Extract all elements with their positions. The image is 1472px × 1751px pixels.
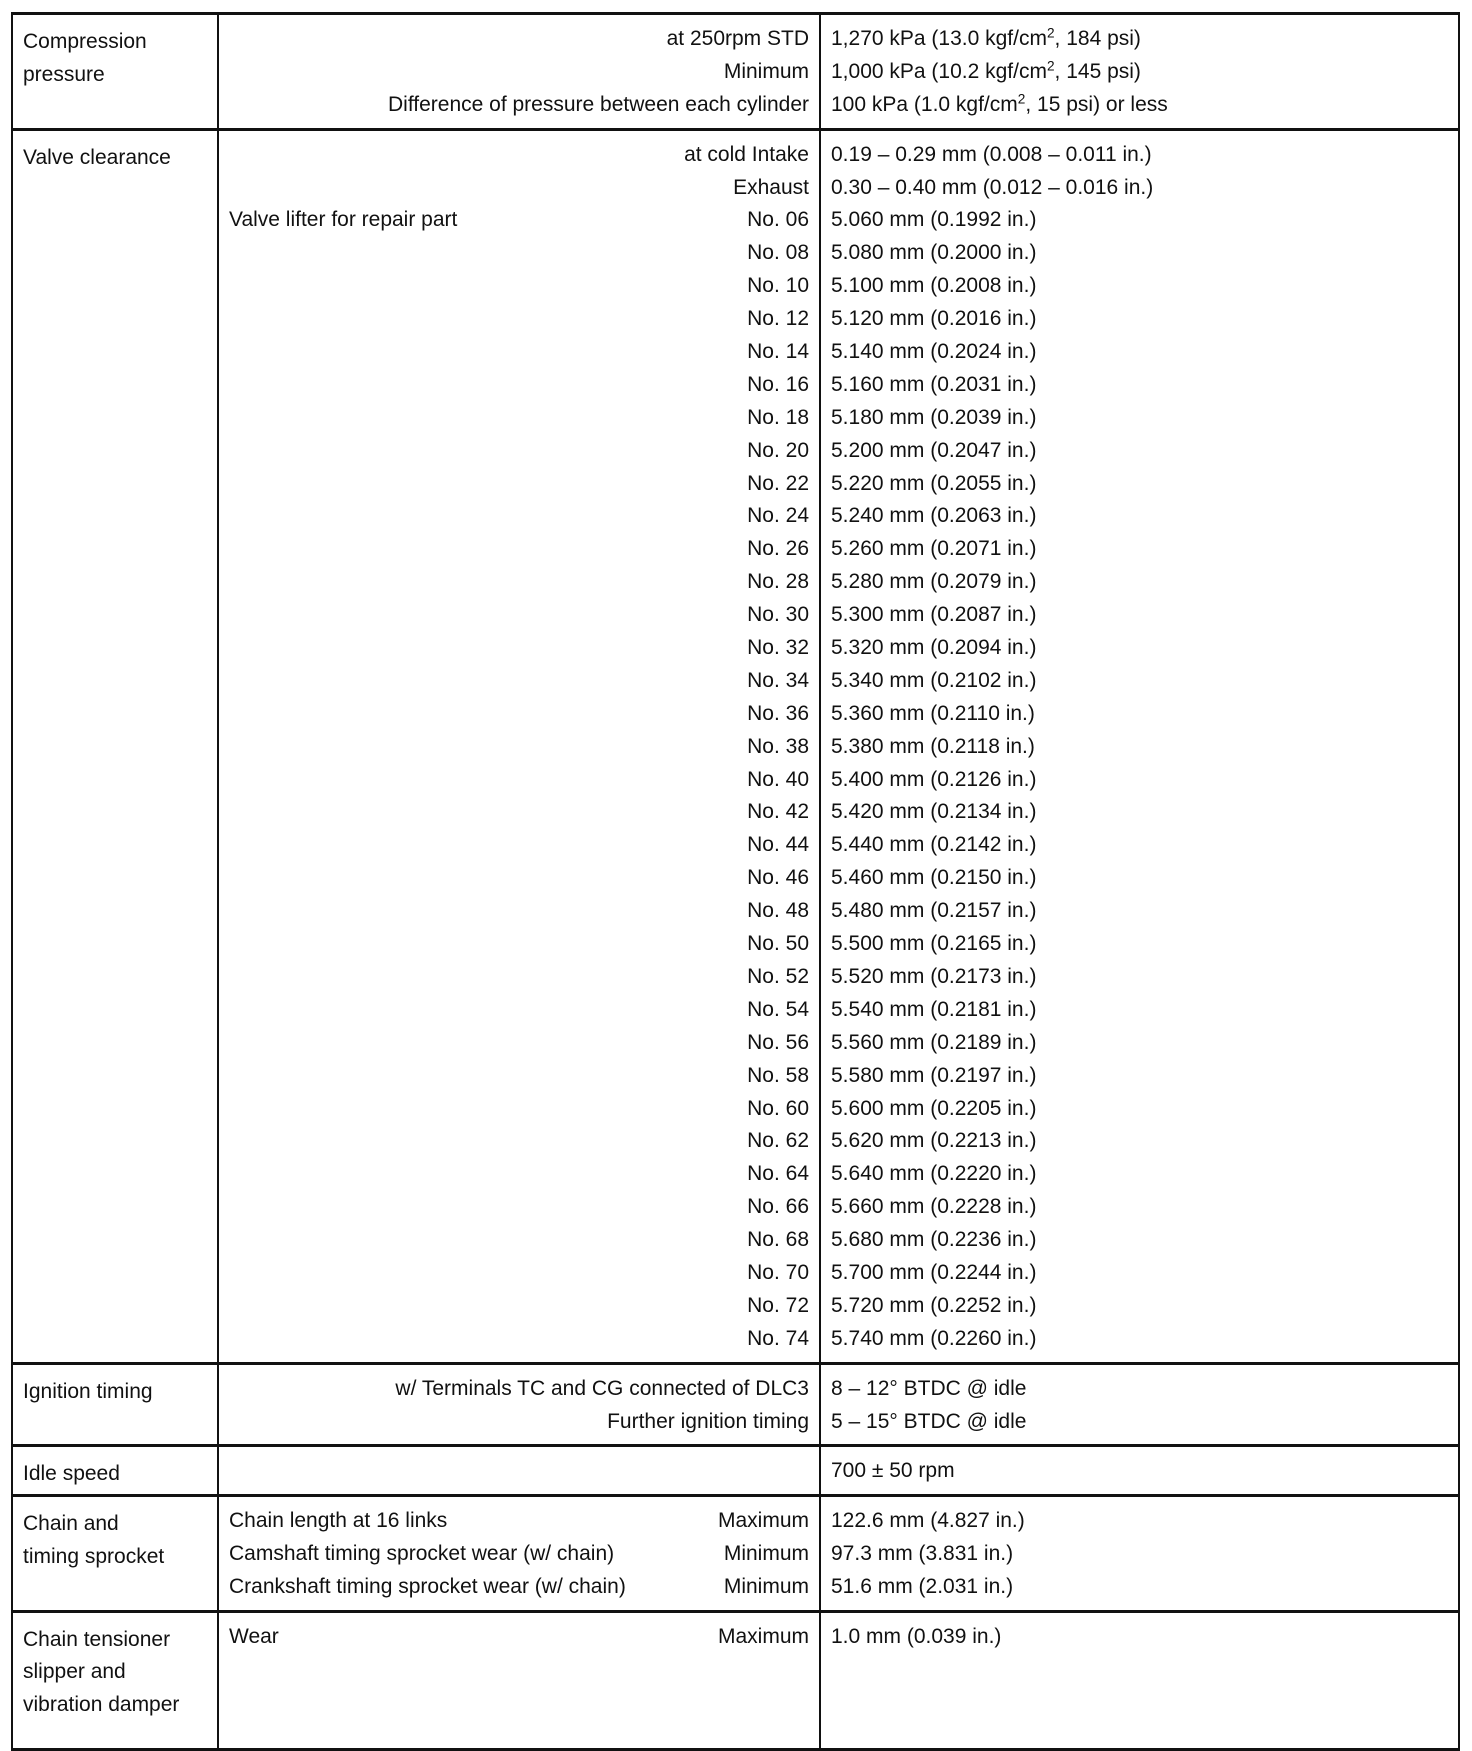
condition-label: No. 06 bbox=[747, 208, 809, 232]
spec-section bbox=[12, 1363, 1459, 1446]
condition-label: No. 74 bbox=[747, 1326, 809, 1350]
value-cell bbox=[820, 1446, 1459, 1496]
spec-value: 5.180 mm (0.2039 in.) bbox=[831, 405, 1037, 429]
condition-label: No. 48 bbox=[747, 899, 809, 923]
condition-label: No. 60 bbox=[747, 1096, 809, 1120]
spec-value: 5.640 mm (0.2220 in.) bbox=[831, 1162, 1037, 1186]
condition-label: at cold Intake bbox=[684, 142, 809, 166]
condition-line bbox=[219, 1191, 819, 1224]
condition-label: No. 54 bbox=[747, 997, 809, 1021]
condition-line bbox=[219, 270, 819, 303]
condition-line bbox=[219, 731, 819, 764]
condition-line bbox=[219, 139, 819, 172]
spec-value: 5.360 mm (0.2110 in.) bbox=[831, 701, 1035, 725]
sub-item-label: Camshaft timing sprocket wear (w/ chain) bbox=[229, 1542, 615, 1566]
spec-section bbox=[12, 1611, 1459, 1749]
spec-value: 5.280 mm (0.2079 in.) bbox=[831, 570, 1037, 594]
condition-line bbox=[219, 237, 819, 270]
condition-label: No. 28 bbox=[747, 570, 809, 594]
spec-value: 122.6 mm (4.827 in.) bbox=[831, 1509, 1025, 1533]
condition-line bbox=[219, 1158, 819, 1191]
condition-line bbox=[219, 172, 819, 205]
condition-label: Maximum bbox=[717, 1624, 809, 1648]
condition-line bbox=[219, 829, 819, 862]
condition-line bbox=[219, 1224, 819, 1257]
condition-line bbox=[219, 23, 819, 56]
condition-cell bbox=[218, 1611, 820, 1749]
condition-line bbox=[219, 1455, 819, 1488]
condition-line bbox=[219, 895, 819, 928]
spec-value: 5.120 mm (0.2016 in.) bbox=[831, 307, 1037, 331]
condition-label: No. 08 bbox=[747, 241, 809, 265]
condition-line bbox=[219, 1060, 819, 1093]
condition-line bbox=[219, 204, 819, 237]
condition-line bbox=[219, 56, 819, 89]
item-cell bbox=[12, 14, 218, 130]
spec-value: 0.19 – 0.29 mm (0.008 – 0.011 in.) bbox=[831, 142, 1152, 166]
condition-line bbox=[219, 89, 819, 122]
condition-line bbox=[219, 435, 819, 468]
condition-label: No. 30 bbox=[747, 603, 809, 627]
item-cell bbox=[12, 129, 218, 1363]
condition-label: Exhaust bbox=[733, 175, 809, 199]
spec-row bbox=[12, 1611, 1459, 1749]
spec-value: 5.340 mm (0.2102 in.) bbox=[831, 668, 1037, 692]
spec-row bbox=[12, 1496, 1459, 1612]
condition-label: No. 68 bbox=[747, 1228, 809, 1252]
condition-cell bbox=[218, 129, 820, 1363]
spec-value: 5.060 mm (0.1992 in.) bbox=[831, 208, 1037, 232]
condition-cell bbox=[218, 14, 820, 130]
condition-line bbox=[219, 500, 819, 533]
condition-label: Minimum bbox=[723, 59, 809, 83]
spec-value: 5.460 mm (0.2150 in.) bbox=[831, 866, 1037, 890]
condition-line bbox=[219, 336, 819, 369]
item-cell bbox=[12, 1446, 218, 1496]
spec-section bbox=[12, 129, 1459, 1363]
spec-value: 5.080 mm (0.2000 in.) bbox=[831, 241, 1037, 265]
condition-line bbox=[219, 1538, 819, 1571]
condition-line bbox=[219, 1505, 819, 1538]
spec-value: 5.520 mm (0.2173 in.) bbox=[831, 964, 1037, 988]
value-cell bbox=[820, 129, 1459, 1363]
item-name: Valve clearance bbox=[23, 145, 171, 169]
spec-value: 5.480 mm (0.2157 in.) bbox=[831, 899, 1037, 923]
item-name: Chain tensioner slipper and vibration damper bbox=[23, 1627, 180, 1716]
condition-line bbox=[219, 862, 819, 895]
item-cell bbox=[12, 1363, 218, 1446]
condition-line bbox=[219, 698, 819, 731]
spec-value: 1.0 mm (0.039 in.) bbox=[831, 1624, 1002, 1648]
spec-value: 5.720 mm (0.2252 in.) bbox=[831, 1293, 1037, 1317]
sub-item-label: Valve lifter for repair part bbox=[229, 208, 458, 232]
spec-value: 8 – 12° BTDC @ idle bbox=[831, 1376, 1027, 1400]
condition-label: No. 38 bbox=[747, 734, 809, 758]
spec-value: 5.400 mm (0.2126 in.) bbox=[831, 767, 1037, 791]
condition-label: Minimum bbox=[723, 1575, 809, 1599]
spec-value: 5.560 mm (0.2189 in.) bbox=[831, 1030, 1037, 1054]
condition-line bbox=[219, 303, 819, 336]
spec-value: 5.220 mm (0.2055 in.) bbox=[831, 471, 1037, 495]
condition-line bbox=[219, 1621, 819, 1654]
condition-label: No. 10 bbox=[747, 274, 809, 298]
spec-value: 5.100 mm (0.2008 in.) bbox=[831, 274, 1037, 298]
spec-row bbox=[12, 14, 1459, 130]
condition-label: No. 26 bbox=[747, 537, 809, 561]
condition-label: No. 20 bbox=[747, 438, 809, 462]
spec-value: 700 ± 50 rpm bbox=[831, 1459, 955, 1483]
item-name: Chain and timing sprocket bbox=[23, 1512, 165, 1568]
spec-value: 100 kPa (1.0 kgf/$cm^2$, 15 psi) or less bbox=[831, 91, 1168, 116]
condition-label: No. 62 bbox=[747, 1129, 809, 1153]
condition-line bbox=[219, 632, 819, 665]
spec-table bbox=[11, 12, 1460, 1751]
value-cell bbox=[820, 1496, 1459, 1612]
condition-line bbox=[219, 665, 819, 698]
condition-label: No. 52 bbox=[747, 964, 809, 988]
sub-item-label: Chain length at 16 links bbox=[229, 1509, 448, 1533]
condition-label: No. 70 bbox=[747, 1260, 809, 1284]
condition-label: No. 42 bbox=[747, 800, 809, 824]
condition-line bbox=[219, 1027, 819, 1060]
condition-line bbox=[219, 764, 819, 797]
condition-line bbox=[219, 1125, 819, 1158]
spec-row bbox=[12, 129, 1459, 1363]
condition-label: No. 58 bbox=[747, 1063, 809, 1087]
spec-value: 1,270 kPa (13.0 kgf/$cm^2$, 184 psi) bbox=[831, 25, 1141, 50]
condition-line bbox=[219, 994, 819, 1027]
spec-value: 5.600 mm (0.2205 in.) bbox=[831, 1096, 1037, 1120]
condition-label: No. 50 bbox=[747, 932, 809, 956]
condition-line bbox=[219, 402, 819, 435]
condition-label: No. 66 bbox=[747, 1195, 809, 1219]
condition-label: Minimum bbox=[723, 1542, 809, 1566]
condition-label: No. 34 bbox=[747, 668, 809, 692]
spec-value: 5.200 mm (0.2047 in.) bbox=[831, 438, 1037, 462]
spec-value: 5.300 mm (0.2087 in.) bbox=[831, 603, 1037, 627]
spec-value: 5.380 mm (0.2118 in.) bbox=[831, 734, 1035, 758]
condition-line bbox=[219, 961, 819, 994]
value-cell bbox=[820, 1363, 1459, 1446]
condition-line bbox=[219, 928, 819, 961]
condition-line bbox=[219, 796, 819, 829]
spec-row bbox=[12, 1446, 1459, 1496]
condition-line bbox=[219, 1290, 819, 1323]
condition-cell bbox=[218, 1496, 820, 1612]
spec-value: 5.740 mm (0.2260 in.) bbox=[831, 1326, 1037, 1350]
condition-line bbox=[219, 1571, 819, 1604]
condition-line bbox=[219, 468, 819, 501]
condition-label: w/ Terminals TC and CG connected of DLC3 bbox=[395, 1376, 809, 1400]
condition-label: No. 44 bbox=[747, 833, 809, 857]
condition-label: No. 72 bbox=[747, 1293, 809, 1317]
spec-value: 97.3 mm (3.831 in.) bbox=[831, 1542, 1014, 1566]
sub-item-label: Wear bbox=[229, 1624, 279, 1648]
condition-label: No. 22 bbox=[747, 471, 809, 495]
spec-value: 5.580 mm (0.2197 in.) bbox=[831, 1063, 1037, 1087]
condition-label: Further ignition timing bbox=[607, 1409, 809, 1433]
spec-value: 5.140 mm (0.2024 in.) bbox=[831, 340, 1037, 364]
condition-label: No. 14 bbox=[747, 340, 809, 364]
condition-line bbox=[219, 1406, 819, 1439]
spec-value: 5.500 mm (0.2165 in.) bbox=[831, 932, 1037, 956]
spec-value: 5.240 mm (0.2063 in.) bbox=[831, 504, 1037, 528]
condition-cell bbox=[218, 1363, 820, 1446]
spec-value: 5.160 mm (0.2031 in.) bbox=[831, 372, 1037, 396]
condition-line bbox=[219, 599, 819, 632]
spec-value: 5.620 mm (0.2213 in.) bbox=[831, 1129, 1037, 1153]
condition-label: No. 32 bbox=[747, 636, 809, 660]
condition-label: No. 64 bbox=[747, 1162, 809, 1186]
item-name: Ignition timing bbox=[23, 1379, 153, 1403]
condition-label: No. 16 bbox=[747, 372, 809, 396]
value-cell bbox=[820, 1611, 1459, 1749]
condition-label: No. 56 bbox=[747, 1030, 809, 1054]
spec-value: 5 – 15° BTDC @ idle bbox=[831, 1409, 1027, 1433]
condition-label: No. 46 bbox=[747, 866, 809, 890]
condition-line bbox=[219, 1323, 819, 1356]
spec-section bbox=[12, 1446, 1459, 1496]
condition-cell bbox=[218, 1446, 820, 1496]
sub-item-label: Crankshaft timing sprocket wear (w/ chain) bbox=[229, 1575, 626, 1599]
value-cell bbox=[820, 14, 1459, 130]
spec-value: 5.540 mm (0.2181 in.) bbox=[831, 997, 1037, 1021]
condition-line bbox=[219, 1373, 819, 1406]
condition-label: Difference of pressure between each cylinder bbox=[387, 92, 809, 116]
condition-line bbox=[219, 1093, 819, 1126]
spec-value: 5.700 mm (0.2244 in.) bbox=[831, 1260, 1037, 1284]
item-cell bbox=[12, 1611, 218, 1749]
condition-label: No. 18 bbox=[747, 405, 809, 429]
item-name: Compression pressure bbox=[23, 30, 147, 86]
spec-value: 1,000 kPa (10.2 kgf/$cm^2$, 145 psi) bbox=[831, 58, 1141, 83]
spec-value: 5.680 mm (0.2236 in.) bbox=[831, 1228, 1037, 1252]
condition-line bbox=[219, 369, 819, 402]
condition-line bbox=[219, 1257, 819, 1290]
condition-label: No. 24 bbox=[747, 504, 809, 528]
spec-value: 5.320 mm (0.2094 in.) bbox=[831, 636, 1037, 660]
condition-label: No. 12 bbox=[747, 307, 809, 331]
condition-label: Maximum bbox=[717, 1509, 809, 1533]
spec-value: 5.440 mm (0.2142 in.) bbox=[831, 833, 1037, 857]
item-cell bbox=[12, 1496, 218, 1612]
spec-value: 5.660 mm (0.2228 in.) bbox=[831, 1195, 1037, 1219]
item-name: Idle speed bbox=[23, 1462, 120, 1486]
spec-section bbox=[12, 14, 1459, 130]
spec-value: 5.420 mm (0.2134 in.) bbox=[831, 800, 1037, 824]
spec-row bbox=[12, 1363, 1459, 1446]
spec-value: 5.260 mm (0.2071 in.) bbox=[831, 537, 1037, 561]
condition-label: No. 40 bbox=[747, 767, 809, 791]
condition-line bbox=[219, 566, 819, 599]
spec-value: 51.6 mm (2.031 in.) bbox=[831, 1575, 1014, 1599]
spec-section bbox=[12, 1496, 1459, 1612]
spec-value: 0.30 – 0.40 mm (0.012 – 0.016 in.) bbox=[831, 175, 1154, 199]
condition-line bbox=[219, 533, 819, 566]
condition-label: No. 36 bbox=[747, 701, 809, 725]
condition-label: at 250rpm STD bbox=[666, 27, 809, 50]
